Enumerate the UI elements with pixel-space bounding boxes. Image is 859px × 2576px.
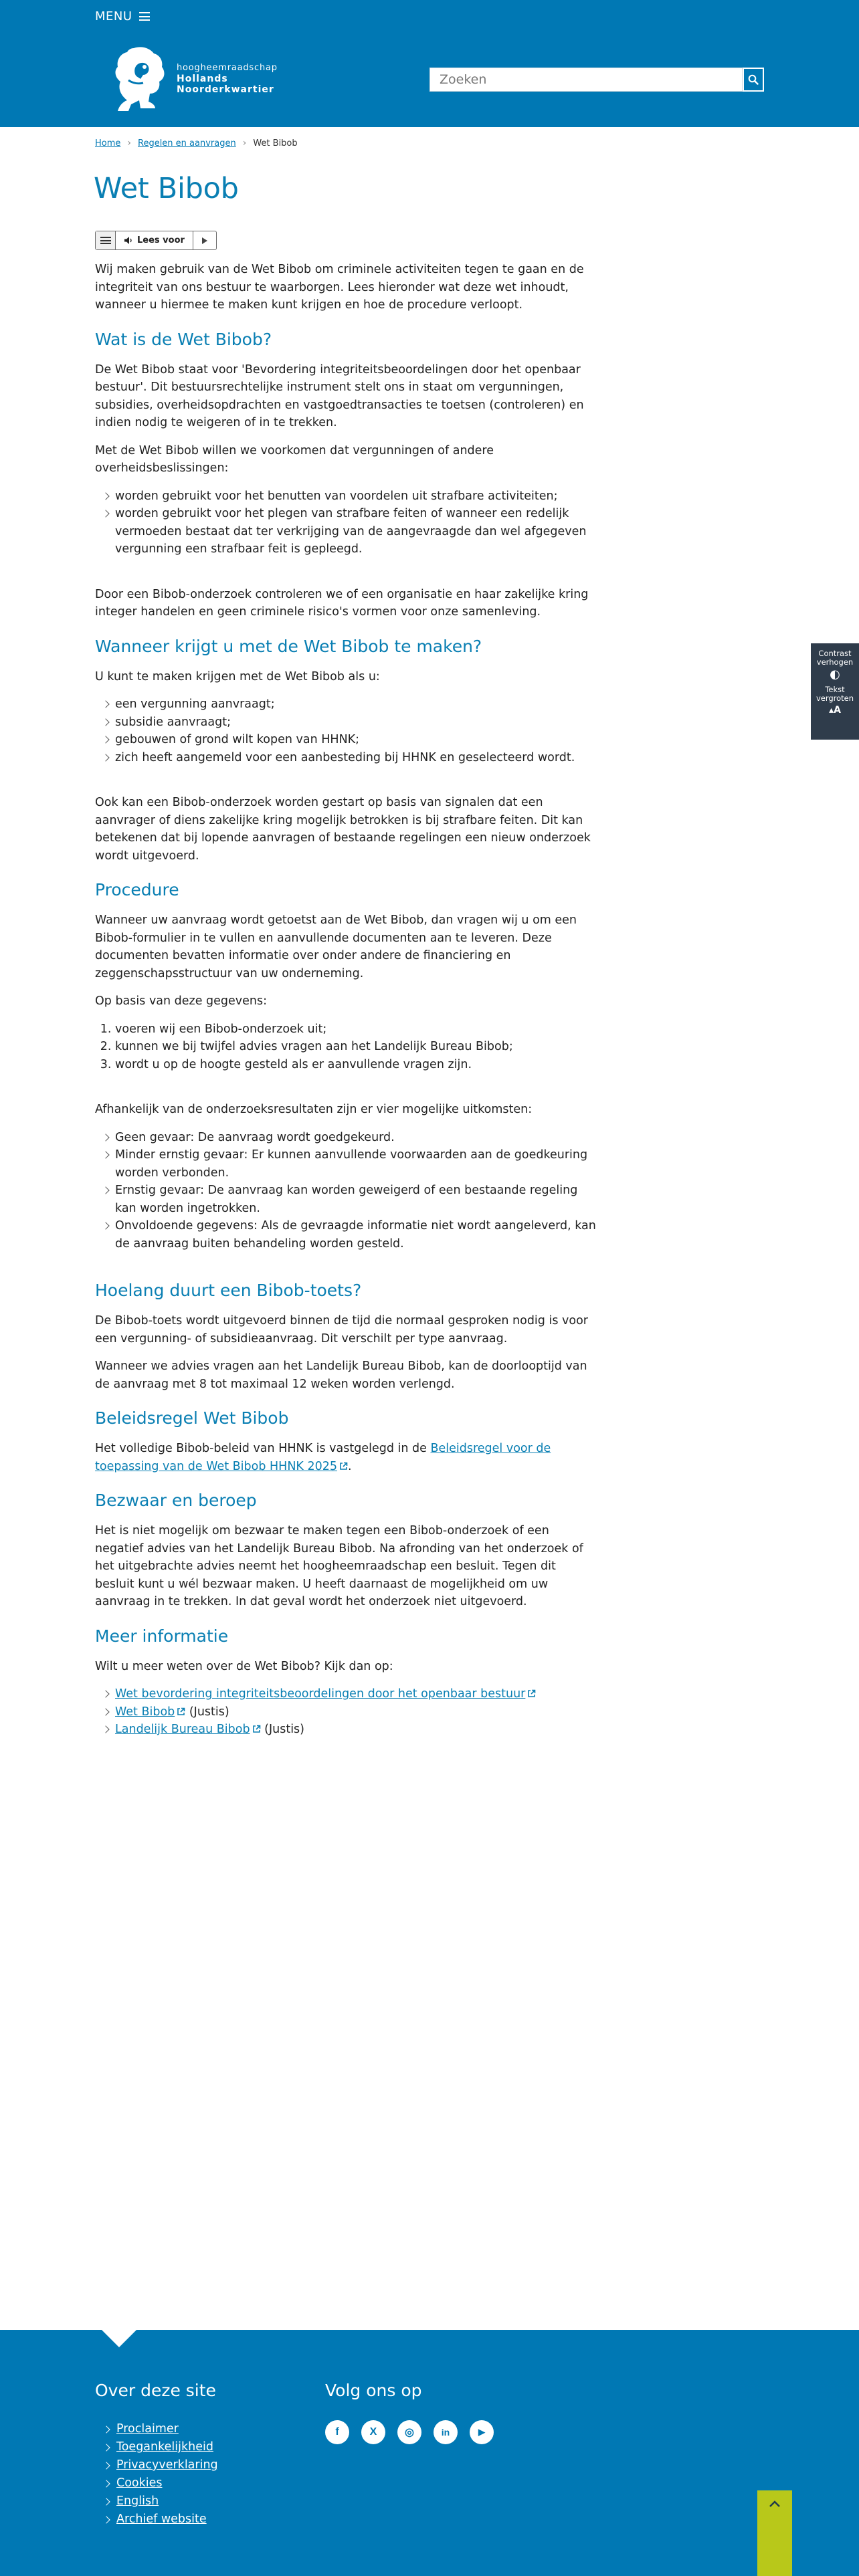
policy-text: Het volledige Bibob-beleid van HHNK is vastgelegd in de [95,1442,431,1455]
footer-link-cookies[interactable]: Cookies [116,2476,163,2490]
read-aloud-menu-button[interactable] [96,231,116,249]
when-paragraph-1: U kunt te maken krijgen met de Wet Bibob als u: [95,669,380,683]
what-list [95,488,597,558]
heading-more-info: Meer informatie [95,1626,229,1646]
link-wet-bibob[interactable] [115,1705,185,1719]
list-item: een vergunning aanvraagt; [95,695,597,714]
procedure-paragraph-3: Afhankelijk van de onderzoeksresultaten zijn er vier mogelijke uitkomsten: [95,1103,533,1116]
link-text: Wet bevordering integriteitsbeoordelingen door het openbaar bestuur [115,1687,526,1701]
more-info-links [95,1685,597,1739]
facebook-icon[interactable]: f [325,2420,349,2444]
what-paragraph-3: Door een Bibob-onderzoek controleren we of een organisatie en haar zakelijke kring integer handelen en geen criminele risico's vormen voor onze samenleving. [95,587,589,619]
list-item: Minder ernstig gevaar: Er kunnen aanvullende voorwaarden aan de goedkeuring worden verbonden. [95,1146,597,1182]
procedure-paragraph-2: Op basis van deze gegevens: [95,994,268,1008]
accessibility-panel [811,643,859,740]
list-item: Geen gevaar: De aanvraag wordt goedgekeurd. [95,1129,597,1147]
logo-text-3: Noorderkwartier [177,84,274,95]
link-landelijk-bureau[interactable] [115,1723,261,1736]
list-item: subsidie aanvraagt; [95,714,597,732]
list-item: zich heeft aangemeld voor een aanbesteding bij HHNK en geselecteerd wordt. [95,749,597,767]
list-item [95,1703,597,1721]
external-link-icon [339,1462,348,1471]
lion-logo-icon [108,44,167,114]
list-item: worden gebruikt voor het plegen van strafbare feiten of wanneer een redelijk vermoeden bestaat dat ter verkrijging van de aangevraagde dan wel afgegeven vergunning een strafbaar feit is gepleegd. [95,505,597,558]
footer-about-title: Over deze site [95,2381,216,2400]
instagram-icon[interactable]: ◎ [397,2420,421,2444]
breadcrumb-parent[interactable]: Regelen en aanvragen [138,138,236,148]
list-item [95,2510,218,2529]
chevron-right-icon: › [242,138,247,148]
heading-duration: Hoelang duurt een Bibob-toets? [95,1281,362,1300]
heading-procedure: Procedure [95,880,179,899]
footer-links [95,2420,218,2529]
x-icon[interactable]: X [361,2420,385,2444]
footer-link-proclaimer[interactable]: Proclaimer [116,2422,179,2436]
link-wet-bevordering[interactable] [115,1687,536,1701]
breadcrumb-current: Wet Bibob [253,138,298,148]
external-link-icon [252,1725,261,1733]
footer-notch [102,2330,136,2347]
back-to-top-button[interactable] [757,2490,792,2576]
search-button[interactable] [743,68,764,92]
what-paragraph-2: Met de Wet Bibob willen we voorkomen dat vergunningen of andere overheidsbeslissingen: [95,443,494,475]
outcomes-list [95,1129,597,1253]
duration-paragraph-2: Wanneer we advies vragen aan het Landelijk Bureau Bibob, kan de doorlooptijd van de aanvraag met 8 tot maximaal 12 weken worden verlengd. [95,1360,587,1391]
list-item [95,2438,218,2456]
list-item [95,2492,218,2510]
site-header [0,0,859,127]
footer-link-privacy[interactable]: Privacyverklaring [116,2458,218,2472]
read-aloud-button[interactable] [116,231,193,249]
policy-link-text: Beleidsregel voor de toepassing van de Wet Bibob HHNK 2025 [95,1442,551,1473]
list-item [95,2474,218,2492]
read-aloud-play-button[interactable] [193,231,216,249]
chevron-right-icon: › [127,138,131,148]
link-text: Landelijk Bureau Bibob [115,1723,250,1736]
list-item [95,1721,597,1739]
footer-social [325,2381,494,2444]
duration-paragraph-1: De Bibob-toets wordt uitgevoerd binnen de tijd die normaal gesproken nodig is voor een vergunning- of subsidieaanvraag. Dit verschilt per type aanvraag. [95,1314,588,1346]
list-item: Onvoldoende gegevens: Als de gevraagde informatie niet wordt aangeleverd, kan de aanvraag buiten behandeling worden gesteld. [95,1217,597,1253]
more-info-paragraph: Wilt u meer weten over de Wet Bibob? Kijk dan op: [95,1659,393,1673]
intro-text: Wij maken gebruik van de Wet Bibob om criminele activiteiten tegen te gaan en de integriteit van ons bestuur te waarborgen. Lees hieronder wat deze wet inhoudt, wanneer u hiermee te maken kunt krijgen en hoe de procedure verloopt. [95,263,584,312]
logo[interactable] [108,44,278,114]
list-item: 3. wordt u op de hoogte gesteld als er aanvullende vragen zijn. [115,1056,597,1074]
speaker-icon [124,236,133,245]
when-list [95,695,597,766]
policy-paragraph [95,1440,597,1475]
link-suffix: (Justis) [260,1723,305,1736]
play-icon [201,237,208,245]
contrast-label: Contrast verhogen [816,649,854,667]
list-item [95,1685,597,1703]
heading-objection: Bezwaar en beroep [95,1491,257,1510]
breadcrumb [95,138,298,148]
search-input[interactable] [430,68,743,92]
list-item: Ernstig gevaar: De aanvraag kan worden geweigerd of een bestaande regeling kan worden ingetrokken. [95,1182,597,1217]
search-icon [748,74,759,85]
contrast-button[interactable] [811,649,859,679]
hamburger-icon [139,12,150,21]
policy-text-end: . [348,1459,352,1473]
footer-about [95,2381,218,2529]
when-paragraph-2: Ook kan een Bibob-onderzoek worden gestart op basis van signalen dat een aanvrager of diens zakelijke kring mogelijk betrokken is bij strafbare feiten. Dit kan betekenen dat bij lopende aanvragen of bestaande regelingen een nieuw onderzoek wordt uitgevoerd. [95,796,591,863]
list-item [95,2420,218,2438]
search-form [430,68,764,92]
heading-policy: Beleidsregel Wet Bibob [95,1408,289,1428]
social-links [325,2420,494,2444]
page-title: Wet Bibob [94,172,239,205]
text-size-button[interactable] [811,685,859,715]
chevron-up-icon [769,2500,781,2508]
procedure-paragraph-1: Wanneer uw aanvraag wordt getoetst aan de Wet Bibob, dan vragen wij u om een Bibob-formulier in te vullen en aanvullende documenten aan te leveren. Deze documenten bevatten informatie over onder andere de financiering en zeggenschapsstructuur van uw onderneming. [95,914,577,980]
read-aloud-label: Lees voor [137,235,185,245]
footer-link-archief[interactable]: Archief website [116,2512,207,2526]
procedure-steps [115,1021,597,1074]
contrast-icon: ◐ [830,667,840,681]
read-aloud-widget [95,231,217,250]
main-content [95,261,597,1766]
youtube-icon[interactable]: ▶ [470,2420,494,2444]
objection-paragraph: Het is niet mogelijk om bezwaar te maken tegen een Bibob-onderzoek of een negatief advies van het Landelijk Bureau Bibob. Na afronding van het onderzoek of het uitgebrachte advies neemt het hoogheemraadschap een besluit. Tegen dit besluit kunt u wél bezwaar maken. U heeft daarnaast de mogelijkheid om uw aanvraag in te trekken. In dat geval wordt het onderzoek niet uitgevoerd. [95,1524,583,1608]
list-item: worden gebruikt voor het benutten van voordelen uit strafbare activiteiten; [95,488,597,506]
list-item: 1. voeren wij een Bibob-onderzoek uit; [115,1021,597,1039]
link-text: Wet Bibob [115,1705,175,1719]
link-suffix: (Justis) [185,1705,229,1719]
menu-label: MENU [95,9,132,23]
footer-follow-title: Volg ons op [325,2381,422,2400]
heading-when: Wanneer krijgt u met de Wet Bibob te maken? [95,636,482,656]
site-footer [0,2330,859,2576]
heading-what: Wat is de Wet Bibob? [95,329,272,349]
text-size-icon: ▴A [829,705,841,716]
breadcrumb-home[interactable]: Home [95,138,121,148]
external-link-icon [177,1707,185,1716]
logo-text-1: hoogheemraadschap [177,63,278,73]
logo-text-2: Hollands [177,74,228,84]
footer-link-english[interactable]: English [116,2494,159,2508]
list-item [95,2456,218,2474]
linkedin-icon[interactable]: in [434,2420,458,2444]
footer-link-toegankelijkheid[interactable]: Toegankelijkheid [116,2440,213,2454]
list-item: 2. kunnen we bij twijfel advies vragen aan het Landelijk Bureau Bibob; [115,1038,597,1056]
external-link-icon [527,1689,536,1698]
list-item: gebouwen of grond wilt kopen van HHNK; [95,731,597,749]
menu-button[interactable] [95,9,150,23]
text-size-label: Tekst vergroten [816,685,854,703]
what-paragraph-1: De Wet Bibob staat voor 'Bevordering integriteitsbeoordelingen door het openbaar bestuur'. Dit bestuursrechtelijke instrument stelt ons in staat om vergunningen, subsidies, overheidsopdrachten en vastgoedtransacties te toetsen (controleren) en indien nodig te weigeren of in te trekken. [95,362,584,429]
menu-icon [100,237,111,244]
